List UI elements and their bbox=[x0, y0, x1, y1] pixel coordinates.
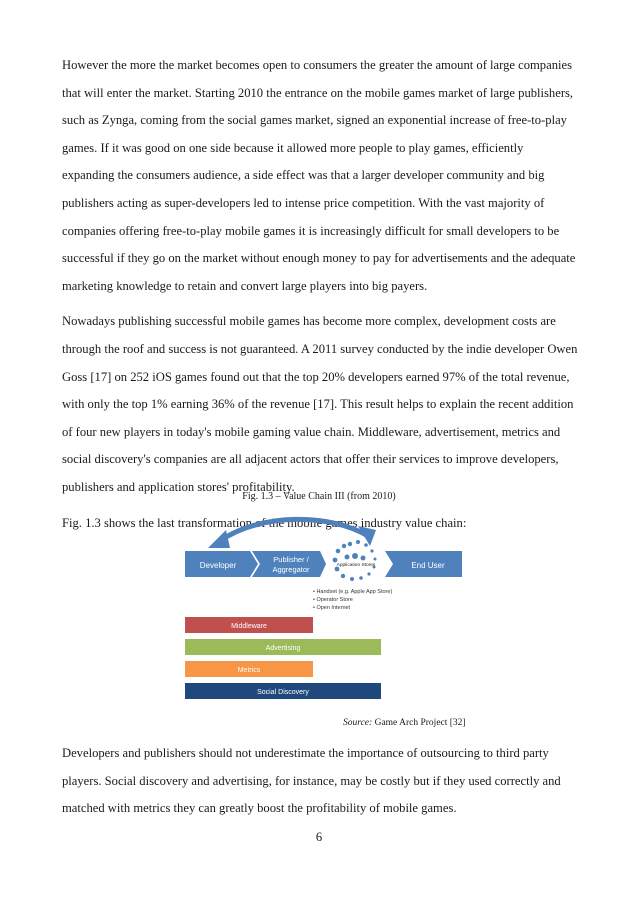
paragraph-3: Fig. 1.3 shows the last transformation of the mobile games industry value chain: bbox=[62, 515, 467, 530]
social-discovery-label: Social Discovery bbox=[257, 689, 309, 696]
main-text bbox=[62, 52, 578, 545]
source-label: Source: bbox=[343, 718, 373, 728]
app-stores-icon bbox=[333, 540, 377, 581]
store-item-1: • Handset (e.g. Apple App Store) bbox=[313, 589, 393, 595]
metrics-label: Metrics bbox=[237, 667, 261, 674]
app-stores-label: Application Stores bbox=[336, 563, 376, 568]
end-user-label: End User bbox=[411, 561, 445, 570]
value-chain-figure bbox=[180, 508, 470, 718]
advertising-label: Advertising bbox=[265, 645, 301, 652]
source-text: Game Arch Project [32] bbox=[374, 718, 466, 728]
page-number: 6 bbox=[315, 830, 323, 844]
figure-caption: Fig. 1.3 – Value Chain III (from 2010) bbox=[242, 491, 396, 502]
store-item-3: • Open Internet bbox=[313, 605, 351, 611]
store-item-2: • Operator Store bbox=[313, 597, 353, 603]
paragraph-1: However the more the market becomes open to consumers the greater the amount of large companies that will enter the market. Starting 2010 the entrance on the mobile games market of large publishers, such as Zynga, coming from the social games market, signed an exponential increase of free-to-play games. If it was good on one side because it allowed more people to play games, efficiently expanding the consumers audience, a side effect was that a larger developer community and big publishers acting as super-developers led to intense price competition. With the vast majority of companies offering free-to-play mobile games it is increasingly difficult for small developers to be successful if they go on the market without enough money to pay for advertisements and the adequate marketing knowledge to retain and convert large players into big payers. bbox=[62, 58, 576, 293]
publisher-label-1: Publisher / bbox=[273, 555, 309, 564]
paragraph-2: Nowadays publishing successful mobile games has become more complex, development costs are through the roof and success is not guaranteed. A 2011 survey conducted by the indie developer Owen Goss [17] on 252 iOS games found out that the top 20% developers earned 97% of the total revenue, with only the top 1% earning 36% of the revenue [17]. This result helps to explain the recent addition of four new players in today's mobile gaming value chain. Middleware, advertisement, metrics and social discovery's companies are all adjacent actors that offer their services to improve developers, publishers and application stores' profitability. bbox=[62, 314, 578, 494]
closing-text bbox=[62, 740, 578, 831]
middleware-label: Middleware bbox=[231, 623, 267, 630]
curved-arrow bbox=[220, 519, 368, 541]
arrow-head-right bbox=[358, 526, 376, 546]
publisher-label-2: Aggregator bbox=[272, 565, 310, 574]
value-chain-diagram bbox=[180, 508, 470, 718]
paragraph-4: Developers and publishers should not underestimate the importance of outsourcing to third party players. Social discovery and advertising, for instance, may be costly but if they used correctly and matched with metrics they can greatly boost the profitability of mobile games. bbox=[62, 746, 561, 816]
developer-label: Developer bbox=[199, 561, 237, 570]
figure-source bbox=[343, 718, 466, 728]
arrow-head-left bbox=[208, 530, 230, 548]
